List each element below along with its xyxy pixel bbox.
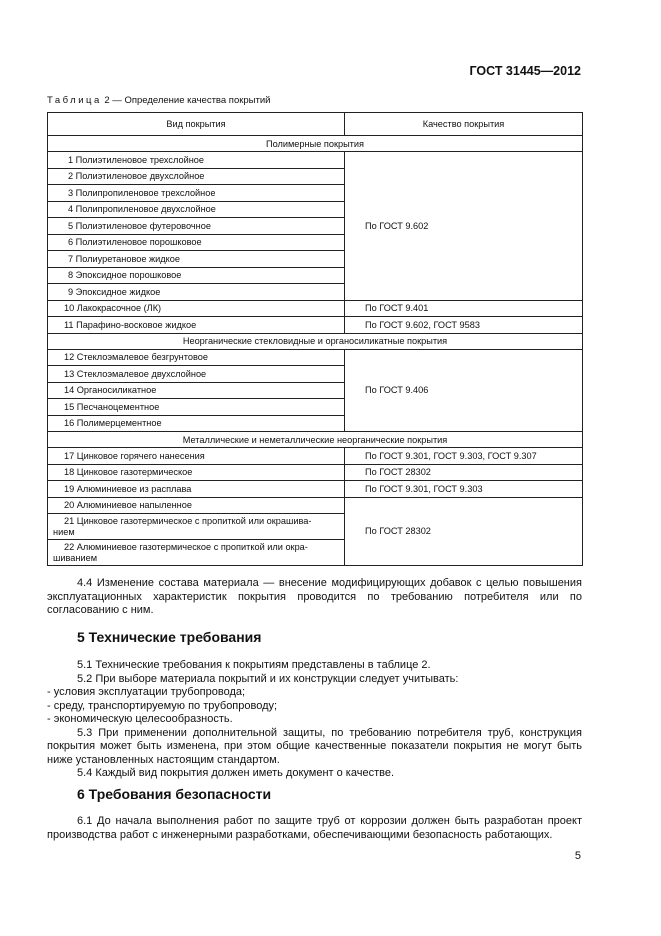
table-row-coating-5: 5 Полиэтиленовое футеровочное <box>48 218 345 235</box>
table-caption-word: Таблица <box>47 95 102 106</box>
page-number: 5 <box>574 850 581 862</box>
column-header-quality: Качество покрытия <box>345 113 583 136</box>
table-row-coating-8: 8 Эпоксидное порошковое <box>48 267 345 284</box>
list-item: - экономическую целесообразность. <box>47 713 233 725</box>
quality-cell-12-16: По ГОСТ 9.406 <box>345 349 583 432</box>
table-row-coating-3: 3 Полипропиленовое трехслойное <box>48 185 345 202</box>
coating-21-line2: нием <box>53 526 75 537</box>
paragraph-4-4: 4.4 Изменение состава материала — внесение модифицирующих добавок с целью повышения эксплуатационных характеристик покрытия проводится по требованию потребителя или по согласованию с ним. <box>47 577 582 616</box>
table-row-coating-1: 1 Полиэтиленовое трехслойное <box>48 152 345 169</box>
column-header-coating-type: Вид покрытия <box>48 113 345 136</box>
list-item: - условия эксплуатации трубопровода; <box>47 686 246 698</box>
paragraph-5-2: 5.2 При выборе материала покрытий и их конструкции следует учитывать: <box>77 672 459 685</box>
document-code: ГОСТ 31445—2012 <box>469 64 581 78</box>
table-row-coating-21 <box>48 514 345 540</box>
list-item: - среду, транспортируемую по трубопроводу; <box>47 699 278 712</box>
paragraph-6-1: 6.1 До начала выполнения работ по защите труб от коррозии должен быть разработан проект производства работ с инженерными разработками, обеспечивающими безопасность работающих. <box>47 815 582 841</box>
table-row-coating-14: 14 Органосиликатное <box>48 382 345 399</box>
section-4-4 <box>47 577 582 618</box>
table-row-coating-7: 7 Полиуретановое жидкое <box>48 251 345 268</box>
table-row-coating-10: 10 Лакокрасочное (ЛК) <box>48 300 345 317</box>
table-row-coating-22 <box>48 540 345 566</box>
table-row-coating-17: 17 Цинковое горячего нанесения <box>48 448 345 465</box>
table-caption <box>47 95 270 106</box>
table-row-coating-16: 16 Полимерцементное <box>48 415 345 432</box>
quality-cell-17: По ГОСТ 9.301, ГОСТ 9.303, ГОСТ 9.307 <box>345 448 583 465</box>
quality-cell-18: По ГОСТ 28302 <box>345 464 583 481</box>
coating-22-line1: 22 Алюминиевое газотермическое с пропиткой или окра- <box>64 542 308 553</box>
coating-21-line1: 21 Цинковое газотермическое с пропиткой или окрашива- <box>64 516 312 527</box>
paragraph-5-4: 5.4 Каждый вид покрытия должен иметь документ о качестве. <box>77 767 395 779</box>
table-row-coating-2: 2 Полиэтиленовое двухслойное <box>48 168 345 185</box>
paragraph-5-1: 5.1 Технические требования к покрытиям представлены в таблице 2. <box>77 659 431 671</box>
table-row-coating-19: 19 Алюминиевое из расплава <box>48 481 345 498</box>
table-row-coating-15: 15 Песчаноцементное <box>48 399 345 416</box>
table-row-coating-20: 20 Алюминиевое напыленное <box>48 497 345 514</box>
quality-cell-10: По ГОСТ 9.401 <box>345 300 583 317</box>
table-row-coating-18: 18 Цинковое газотермическое <box>48 464 345 481</box>
table-row-coating-4: 4 Полипропиленовое двухслойное <box>48 201 345 218</box>
section-5-body <box>47 659 582 781</box>
table-row-coating-11: 11 Парафино-восковое жидкое <box>48 317 345 334</box>
quality-cell-11: По ГОСТ 9.602, ГОСТ 9583 <box>345 317 583 334</box>
section-5-title: 5 Технические требования <box>77 629 262 645</box>
section-6-body <box>47 815 582 842</box>
quality-cell-19: По ГОСТ 9.301, ГОСТ 9.303 <box>345 481 583 498</box>
quality-cell-20-22: По ГОСТ 28302 <box>345 497 583 566</box>
table-row-coating-12: 12 Стеклоэмалевое безгрунтовое <box>48 349 345 366</box>
coating-22-line2: шиванием <box>53 552 98 563</box>
table-row-coating-6: 6 Полиэтиленовое порошковое <box>48 234 345 251</box>
coating-quality-table <box>47 112 583 566</box>
table-row-coating-9: 9 Эпоксидное жидкое <box>48 284 345 301</box>
paragraph-5-3: 5.3 При применении дополнительной защиты, по требованию потребителя труб, конструкция покрытия может быть изменена, при этом общие качественные показатели покрытия не могут быть ниже установленных настоящим стандартом. <box>47 726 582 766</box>
section-6-title: 6 Требования безопасности <box>77 786 272 802</box>
group-header-inorganic: Неорганические стекловидные и органосиликатные покрытия <box>48 333 583 349</box>
table-caption-title: 2 — Определение качества покрытий <box>101 95 271 106</box>
quality-cell-1-9: По ГОСТ 9.602 <box>345 152 583 301</box>
group-header-polymer: Полимерные покрытия <box>48 136 583 152</box>
table-row-coating-13: 13 Стеклоэмалевое двухслойное <box>48 366 345 383</box>
group-header-metallic: Металлические и неметаллические неорганические покрытия <box>48 432 583 448</box>
